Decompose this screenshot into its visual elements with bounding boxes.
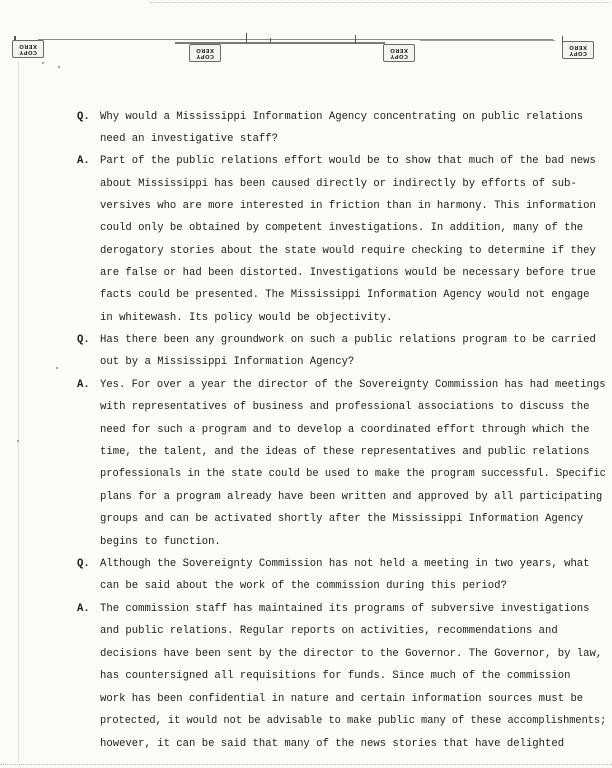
text-line: time, the talent, and the ideas of these representatives and public relations xyxy=(100,446,590,458)
text-line: facts could be presented. The Mississippi Information Agency would not engage xyxy=(100,289,590,301)
stamp-top-text: COPY xyxy=(390,53,408,59)
stamp-top-text: COPY xyxy=(196,53,214,59)
stamp-top-text: COPY xyxy=(19,49,37,55)
xero-copy-stamp xyxy=(189,44,221,62)
stamp-bottom-text: XERO xyxy=(195,47,215,53)
text-line: and public relations. Regular reports on activities, recommendations and xyxy=(100,625,558,637)
text-line: work has been confidential in nature and certain information sources must be xyxy=(100,693,584,705)
text-line: with representatives of business and professional associations to discuss the xyxy=(100,401,590,413)
text-line: out by a Mississippi Information Agency? xyxy=(100,356,355,368)
stamp-bottom-text: XERO xyxy=(568,44,588,50)
text-line: plans for a program already have been written and approved by all participating xyxy=(100,491,603,503)
question-label: Q. xyxy=(77,558,90,570)
text-line: could only be obtained by competent investigations. In addition, many of the xyxy=(100,222,584,234)
text-line: decisions have been sent by the director to the Governor. The Governor, by law, xyxy=(100,648,603,660)
question-label: Q. xyxy=(77,334,90,346)
margin-speck xyxy=(42,62,44,64)
xero-copy-stamp xyxy=(12,40,44,58)
text-line: are false or had been distorted. Investigations would be necessary before true xyxy=(100,267,596,279)
text-line: derogatory stories about the state would require checking to determine if they xyxy=(100,245,596,257)
top-photocopy-edge xyxy=(150,2,610,5)
stamp-bottom-text: XERO xyxy=(389,47,409,53)
text-line: however, it can be said that many of the news stories that have delighted xyxy=(100,738,565,750)
text-line: Yes. For over a year the director of the Sovereignty Commission has had meetings xyxy=(100,379,606,391)
answer-label: A. xyxy=(77,155,90,167)
header-tick xyxy=(270,38,271,42)
xero-copy-stamp xyxy=(562,41,594,59)
text-line: begins to function. xyxy=(100,536,221,548)
header-rule-right xyxy=(420,40,555,41)
text-line: can be said about the work of the commission during this period? xyxy=(100,580,507,592)
margin-speck xyxy=(58,66,60,68)
text-line: Part of the public relations effort would be to show that much of the bad news xyxy=(100,155,596,167)
text-line: about Mississippi has been caused directly or indirectly by efforts of sub- xyxy=(100,178,577,190)
stamp-top-text: COPY xyxy=(569,50,587,56)
text-line: Why would a Mississippi Information Agency concentrating on public relations xyxy=(100,111,584,123)
text-line: versives who are more interested in friction than in harmony. This information xyxy=(100,200,596,212)
text-line: professionals in the state could be used to make the program successful. Specific xyxy=(100,468,606,480)
question-label: Q. xyxy=(77,111,90,123)
text-line: in whitewash. Its policy would be objectivity. xyxy=(100,312,393,324)
text-line: Although the Sovereignty Commission has not held a meeting in two years, what xyxy=(100,558,590,570)
text-line: protected, it would not be advisable to make public many of these accomplishments; xyxy=(100,715,607,727)
text-line: need for such a program and to develop a coordinated effort through which the xyxy=(100,424,590,436)
answer-label: A. xyxy=(77,603,90,615)
text-line: The commission staff has maintained its programs of subversive investigations xyxy=(100,603,590,615)
text-line: groups and can be activated shortly after the Mississippi Information Agency xyxy=(100,513,584,525)
margin-speck xyxy=(17,440,19,442)
margin-speck xyxy=(56,367,58,369)
left-margin-line xyxy=(18,62,19,762)
xero-copy-stamp xyxy=(383,44,415,62)
text-line: has countersigned all requisitions for funds. Since much of the commission xyxy=(100,670,571,682)
header-tick xyxy=(355,35,356,44)
text-line: need an investigative staff? xyxy=(100,133,279,145)
answer-label: A. xyxy=(77,379,90,391)
text-line: Has there been any groundwork on such a public relations program to be carried xyxy=(100,334,596,346)
stamp-bottom-text: XERO xyxy=(18,43,38,49)
header-tick xyxy=(246,33,247,43)
bottom-photocopy-edge xyxy=(0,764,612,765)
